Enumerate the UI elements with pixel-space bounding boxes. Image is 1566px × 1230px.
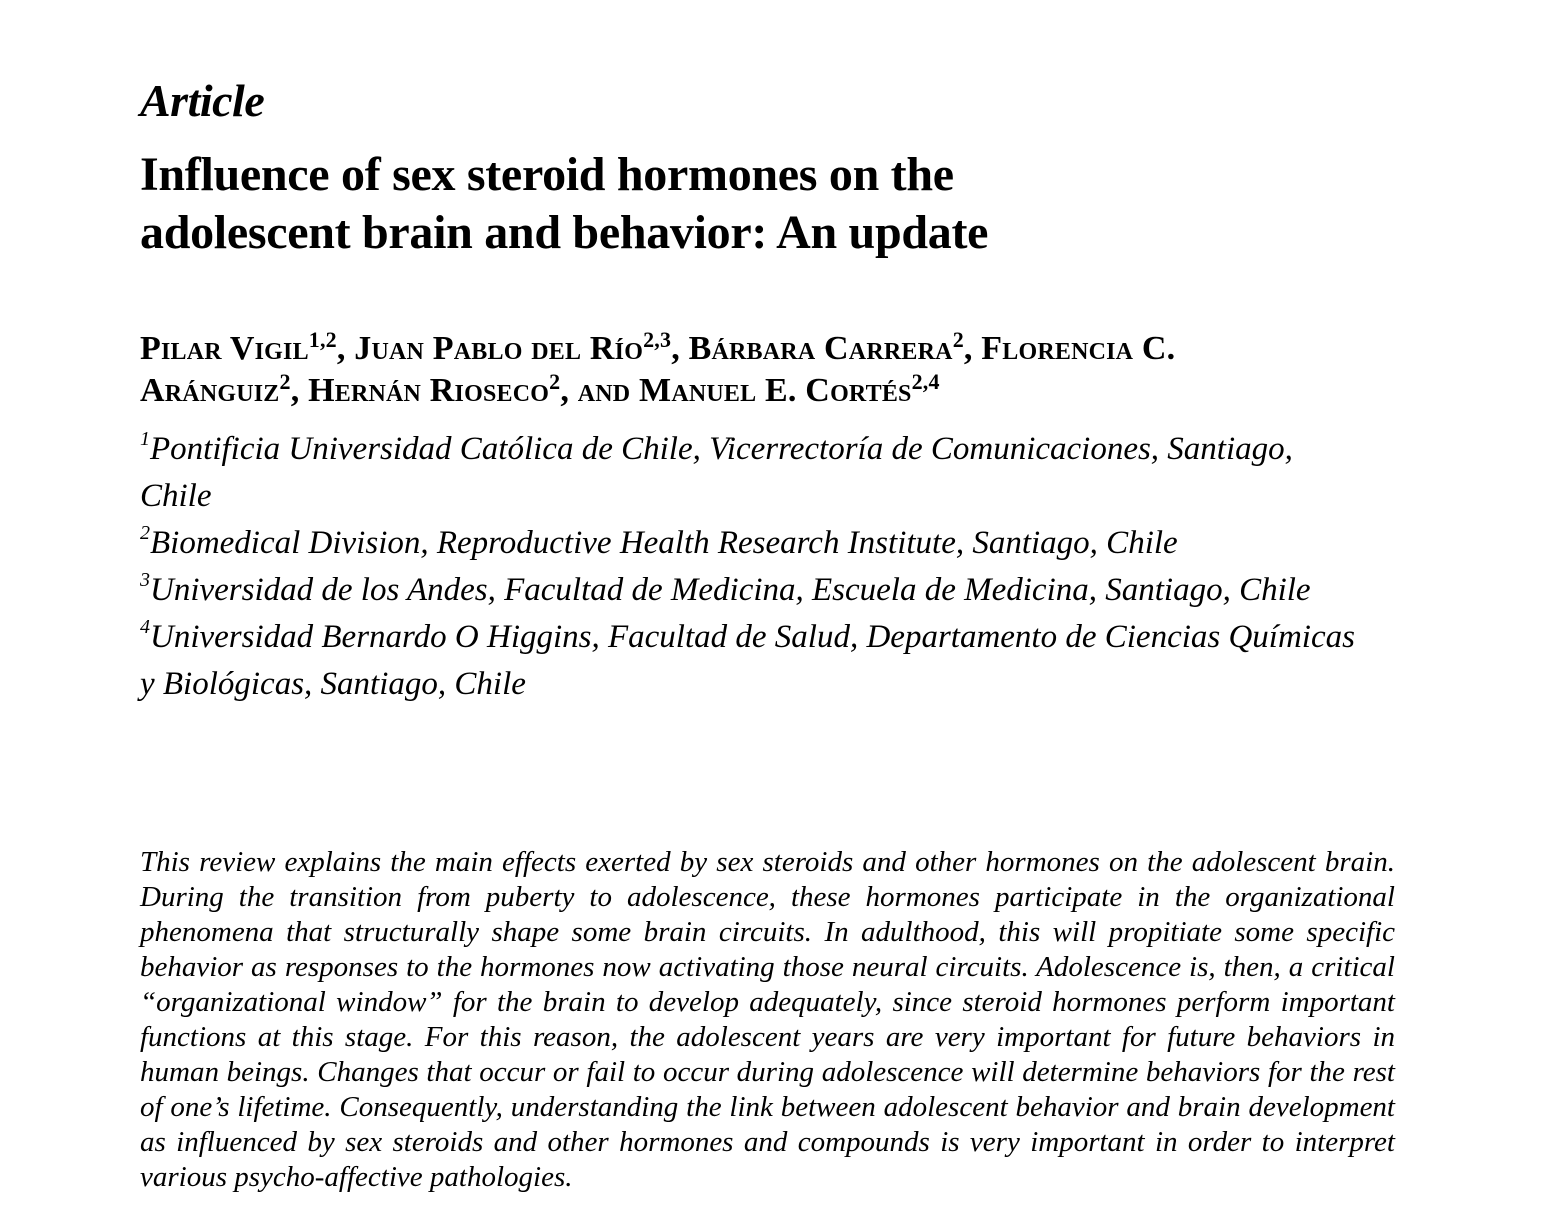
article-type-label: Article <box>140 75 265 126</box>
abstract: This review explains the main effects exerted by sex steroids and other hormones on the adolescent brain. During the transition from puberty to adolescence, these hormones participate in the organizational phenomena that structurally shape some brain circuits. In adulthood, this will propitiate some specific behavior as responses to the hormones now activating those neural circuits. Adolescence is, then, a critical “organizational window” for the brain to develop adequately, since steroid hormones perform important functions at this stage. For this reason, the adolescent years are very important for future behaviors in human beings. Changes that occur or fail to occur during adolescence will determine behaviors for the rest of one’s lifetime. Consequently, understanding the link between adolescent behavior and brain development as influenced by sex steroids and other hormones and compounds is very important in order to interpret various psycho-affective pathologies. <box>140 846 1395 1193</box>
author-name-part: Florencia C. <box>981 330 1176 367</box>
author-line-2: Aránguiz$^2$, Hernán Rioseco$^2$, and Manuel E. Cortés$^{2,4}$ <box>140 369 940 409</box>
author-connector: and <box>577 372 631 409</box>
article-header <box>140 70 1400 708</box>
affiliation-item <box>140 426 1360 520</box>
article-title-line-1: Influence of sex steroid hormones on the <box>140 148 954 201</box>
author-name: Juan Pablo del Río <box>354 330 644 367</box>
author-name-part: Aránguiz <box>140 372 280 409</box>
author-line-1: Pilar Vigil$^{1,2}$, Juan Pablo del Río$^{2,3}$, Bárbara Carrera$^2$, Florencia C. <box>140 327 1176 367</box>
author-affiliation-sup: 2,4 <box>911 369 940 394</box>
author-name: Pilar Vigil <box>140 330 309 367</box>
affiliation-item <box>140 614 1360 708</box>
affiliation-list <box>140 426 1400 708</box>
author-affiliation-sup: 2 <box>952 327 964 352</box>
author-name: Hernán Rioseco <box>308 372 550 409</box>
article-title-line-2: adolescent brain and behavior: An update <box>140 206 989 259</box>
article-title <box>140 146 1400 262</box>
affiliation-number: 3 <box>140 569 150 591</box>
affiliation-text: Pontificia Universidad Católica de Chile, Vicerrectoría de Comunicaciones, Santiago, Chile <box>140 431 1293 514</box>
author-list <box>140 328 1400 412</box>
affiliation-text: Universidad Bernardo O Higgins, Facultad de Salud, Departamento de Ciencias Químicas y Biológicas, Santiago, Chile <box>140 619 1355 702</box>
affiliation-text: Biomedical Division, Reproductive Health Research Institute, Santiago, Chile <box>150 525 1178 561</box>
affiliation-number: 2 <box>140 522 150 544</box>
author-name: Bárbara Carrera <box>688 330 953 367</box>
author-affiliation-sup: 1,2 <box>308 327 337 352</box>
affiliation-item <box>140 567 1360 614</box>
affiliation-item <box>140 520 1360 567</box>
author-name: Manuel E. Cortés <box>639 372 912 409</box>
affiliation-number: 1 <box>140 428 150 450</box>
author-affiliation-sup: 2 <box>549 369 561 394</box>
affiliation-number: 4 <box>140 616 150 638</box>
author-affiliation-sup: 2,3 <box>643 327 672 352</box>
affiliation-text: Universidad de los Andes, Facultad de Medicina, Escuela de Medicina, Santiago, Chile <box>150 572 1311 608</box>
author-affiliation-sup: 2 <box>279 369 291 394</box>
